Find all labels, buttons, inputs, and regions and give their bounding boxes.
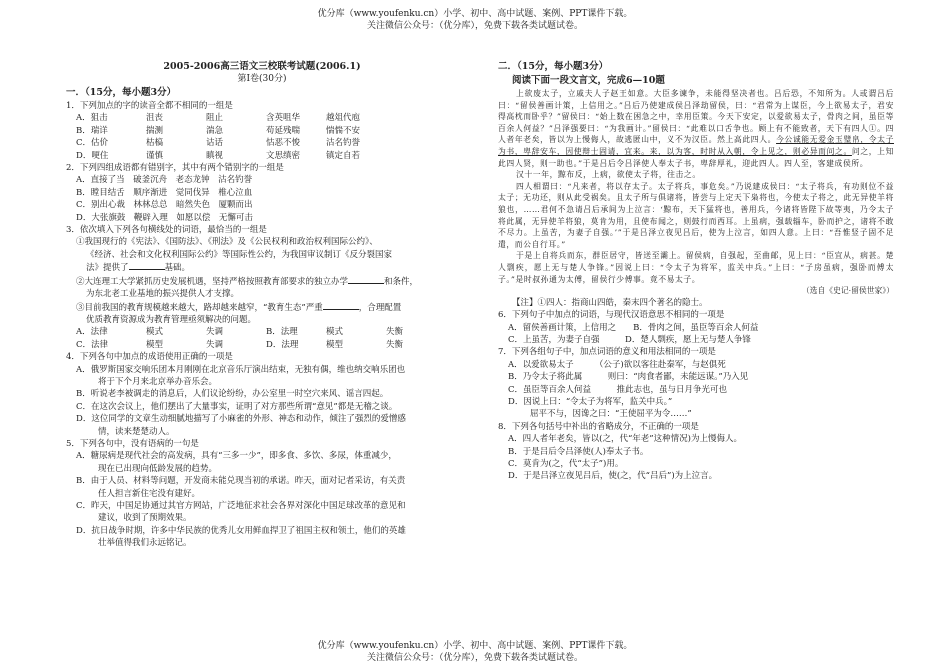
question-1-option-c: C．估价 枯槁 诂话 怙恶不悛 沽名钓誉 bbox=[76, 138, 361, 149]
question-7-option-d: D．因说上曰：“令太子为将军，监关中兵。” bbox=[508, 396, 673, 407]
question-3-options-ab: A．法律 模式 失调 B．法理 模式 失衡 bbox=[76, 327, 404, 338]
passage-paragraph-3: 四人相谓曰：“凡来者，将以存太子。太子将兵，事危矣。”乃说建成侯曰：“太子将兵，有功则位不益太子；无功还，则从此受祸矣。且太子所与俱诸将，皆尝与上定天下枭将也，今使太子将之，此无异使羊将狼也，……君何不急请吕后承间为上泣言：‘黥布，天下猛将也，善用兵，今诸将皆陛下故等夷，乃令太子将此属，无异使羊将狼，莫肯为用，且使布闻之，则鼓行而西耳。上虽病，强载辎车，卧而护之，诸将不敢不尽力。上虽苦，为妻子自强。’”于是吕泽立夜见吕后，使为上泣言，如四人意。上曰：“吾惟竖子固不足遣，而公自行耳。” bbox=[498, 181, 894, 249]
blank-1 bbox=[129, 261, 165, 270]
question-3: 3．依次填入下列各句横线处的词语，最恰当的一组是 ①我国现行的《宪法》、《国防法》、《刑法》及《公民权利和政治权利国际公约》、 《经济、社会和文化权利国际公约》等国际性公约，为我国审议制订《反分裂国家 法》提供了 基础。 ②大连理工大学紧抓历史发展机遇，坚持严格按照教育部要求的独立办学 和条件， 为东北老工业基地的振兴提供人才支撑。 ③目前我国的教育规模越来越大，路却越来越窄，“教育生态”严重 ，合理配置 优质教育资源成为教育管理亟须解决的问题。 A．法律 模式 失调 B．法理 模式 失衡 C．法律 模型 失调 D．法理 模型 失衡 bbox=[66, 224, 458, 351]
question-8 bbox=[498, 421, 894, 483]
page-header bbox=[0, 8, 950, 32]
question-3-sentence-1: ①我国现行的《宪法》、《国防法》、《刑法》及《公民权利和政治权利国际公约》、 bbox=[76, 237, 378, 248]
question-5-stem: 5．下列各句中，没有语病的一句是 bbox=[66, 438, 199, 449]
question-1 bbox=[66, 100, 458, 162]
section-one-heading: 一．（15分，每小题3分） bbox=[66, 87, 177, 98]
volume-label: 第Ⅰ卷(30分) bbox=[237, 74, 287, 84]
question-2-stem: 2．下列四组成语都有错别字，其中有两个错别字的一组是 bbox=[66, 163, 284, 174]
question-4-option-b: B．听说老李被调走的消息后，人们议论纷纷，办公室里一时空穴来风、谣言四起。 bbox=[76, 389, 389, 400]
question-4-option-c: C．在这次会议上，他们摆出了大量事实，证明了对方那些所谓“意见”都是无稽之谈。 bbox=[76, 401, 398, 412]
question-4-option-a: A．俄罗斯国家交响乐团本月刚刚在北京音乐厅演出结束，无独有偶，维也纳交响乐团也 bbox=[76, 364, 406, 375]
question-8-option-b: B．于是吕后令吕泽使(人)奉太子书。 bbox=[508, 446, 649, 457]
question-3-stem: 3．依次填入下列各句横线处的词语，最恰当的一组是 bbox=[66, 225, 267, 236]
question-5-option-b: B．由于人员、材料等问题，开发商未能兑现当初的承诺。昨天，面对记者采访，有关责 bbox=[76, 476, 406, 487]
question-4: 4．下列各句中加点的成语使用正确的一项是 A．俄罗斯国家交响乐团本月刚刚在北京音乐厅演出结束，无独有偶，维也纳交响乐团也 将于下个月来北京举办音乐会。 B．听说老李被调走的消息后，人们议论纷纷，办公室里一时空穴来风、谣言四起。 C．在这次会议上，他们摆出了大量事实，证明了对方那些所谓“意见”都是无稽之谈。 D．这位同学的文章生动细腻地描写了小麻雀的外形、神态和动作，倾注了强烈的爱憎感 情，读来楚楚动人。 bbox=[66, 351, 458, 438]
question-1-option-b: B．瑞详 揣测 湍急 苟延残喘 惴惴不安 bbox=[76, 125, 361, 136]
question-3-options-cd: C．法律 模型 失调 D．法理 模型 失衡 bbox=[76, 339, 404, 350]
footer-line-1: 优分库（www.youfenku.cn）小学、初中、高中试题、案例、PPT课件下载。 bbox=[317, 641, 633, 651]
question-8-option-d: D．于是吕泽立夜见吕后，使(之，代“吕后”)为上泣言。 bbox=[508, 471, 718, 482]
question-5-option-d: D．抗日战争时期，许多中华民族的优秀儿女用鲜血捍卫了祖国主权和领土，他们的英雄 bbox=[76, 525, 406, 536]
classical-passage bbox=[498, 88, 894, 297]
question-7: 7．下列各组句子中，加点词语的意义和用法相同的一项是 A．以爱欲易太子 （公子)欲以客往赴秦军，与赵俱死 B．乃令太子将此属 则曰：“肉食者鄙，未能远谋。”乃入见 C．虽臣等百余人何益 推此志也，虽与日月争光可也 D．因说上曰：“令太子为将军，监关中兵。” 屈平不与，因谗之曰：“王使屈平为令……” bbox=[498, 346, 894, 420]
question-2-option-b: B．瞠目结舌 顺序渐进 觉同伐异 椎心泣血 bbox=[76, 187, 253, 198]
header-line-2: 关注微信公众号：（优分库），免费下载各类试题试卷。 bbox=[366, 21, 583, 31]
right-column bbox=[498, 60, 894, 483]
question-8-option-a: A．四人者年老矣，皆以(之，代“年老”这种情况)为上慢侮人。 bbox=[508, 434, 742, 445]
question-2-option-d: D．大张旗鼓 鞭辟入理 如愿以偿 无懈可击 bbox=[76, 212, 253, 223]
underlined-sentence: 今公诚能无爱金玉璧帛，令太子为书，卑辞安车，因使辩士固请，宜来。来，以为客，时时从入朝，令上见之，则必异而问之。 bbox=[498, 135, 894, 156]
question-3-sentence-3: ③目前我国的教育规模越来越大，路却越来越窄，“教育生态”严重 ，合理配置 bbox=[76, 302, 402, 313]
question-1-option-a: A．狙击 沮丧 阻止 含英咀华 越俎代庖 bbox=[76, 113, 361, 124]
question-8-option-c: C．莫肯为(之，代“太子”)用。 bbox=[508, 458, 624, 469]
question-2-option-c: C．别出心裁 林林总总 暗然失色 厦颗而出 bbox=[76, 200, 253, 211]
question-5-option-a: A．糖尿病是现代社会的高发病，具有“三多一少”，即多食、多饮、多尿，体重减少， bbox=[76, 451, 397, 462]
question-2-option-a: A．直接了当 破釜沉舟 老态龙钟 沽名钓誉 bbox=[76, 175, 253, 186]
passage-note: 【注】①四人：指商山四皓，秦末四个著名的隐士。 bbox=[512, 297, 708, 308]
question-6-options-ab: A．留侯善画计策，上信用之 B．骨肉之间，虽臣等百余人何益 bbox=[508, 322, 759, 333]
blank-3 bbox=[323, 301, 359, 310]
left-column bbox=[66, 60, 458, 550]
exam-title: 2005-2006高三语文三校联考试题(2006.1) bbox=[163, 61, 361, 72]
footer-line-2: 关注微信公众号：（优分库），免费下载各类试题试卷。 bbox=[366, 653, 583, 663]
blank-2 bbox=[348, 275, 384, 284]
question-7-option-c: C．虽臣等百余人何益 推此志也，虽与日月争光可也 bbox=[508, 384, 728, 395]
question-6 bbox=[498, 309, 894, 346]
passage-paragraph-2: 汉十一年，黥布反，上病，欲使太子将，往击之。 bbox=[516, 170, 701, 180]
passage-paragraph-1: 上欲废太子，立戚夫人子赵王如意。大臣多谏争，未能得坚决者也。吕后恐，不知所为。人或谓吕后曰：“留侯善画计策，上信用之。”吕后乃使建成侯吕泽劫留侯，曰：“君常为上谋臣，今上欲易太子，君安得高枕而卧乎？”留侯曰：“始上数在困急之中，幸用臣策。今天下安定，以爱欲易太子，骨肉之间，虽臣等百余人何益？”吕泽强要曰：“为我画计。”留侯曰：“此难以口舌争也。顾上有不能致者，天下有四人①。四人者年老矣，皆以为上慢侮人，故逃匿山中，义不为汉臣。然上高此四人。今公诚能无爱金玉璧帛，令太子为书，卑辞安车，因使辩士固请，宜来。来，以为客，时时从入朝，令上见之，则必异而问之。问之，上知此四人贤，则一助也。”于是吕后令吕泽使人奉太子书，卑辞厚礼，迎此四人。四人至，客建成侯所。 bbox=[498, 89, 894, 168]
question-6-options-cd: C．上虽苦，为妻子自强 D．楚人剽疾，愿上无与楚人争锋 bbox=[508, 334, 751, 345]
question-7-option-a: A．以爱欲易太子 （公子)欲以客往赴秦军，与赵俱死 bbox=[508, 359, 726, 370]
passage-paragraph-4: 于是上自将兵而东，群臣居守，皆送至灞上。留侯病，自强起，至曲邮，见上曰：“臣宜从，病甚。楚人剽疾，愿上无与楚人争锋。”因说上曰：“令太子为将军，监关中兵。”上曰：“子房虽病，强卧而傅太子。”是时叔孙通为太傅，留侯行少傅事。竟不易太子。 bbox=[498, 251, 894, 284]
question-5-option-c: C．昨天，中国足协通过其官方网站，广泛地征求社会各界对深化中国足球改革的意见和 bbox=[76, 501, 406, 511]
question-1-stem: 1．下列加点的字的读音全都不相同的一组是 bbox=[66, 101, 233, 111]
question-3-sentence-2: ②大连理工大学紧抓历史发展机遇，坚持严格按照教育部要求的独立办学 和条件， bbox=[76, 276, 419, 287]
question-7-stem: 7．下列各组句子中，加点词语的意义和用法相同的一项是 bbox=[498, 347, 716, 358]
section-two-heading: 二．（15分，每小题3分） bbox=[498, 61, 609, 72]
header-line-1: 优分库（www.youfenku.cn）小学、初中、高中试题、案例、PPT课件下载。 bbox=[317, 9, 633, 19]
question-2 bbox=[66, 162, 458, 224]
page-footer bbox=[0, 640, 950, 664]
question-6-stem: 6．下列句子中加点的词语，与现代汉语意思不相同的一项是 bbox=[498, 310, 725, 321]
reading-intro: 阅读下面一段文言文，完成6—10题 bbox=[512, 75, 665, 86]
question-4-stem: 4．下列各句中加点的成语使用正确的一项是 bbox=[66, 352, 233, 363]
question-1-option-d: D．哽住 谨慎 瞋视 文思缜密 镇定自若 bbox=[76, 150, 361, 161]
passage-source: （选自《史记·留侯世家》） bbox=[801, 286, 894, 296]
question-8-stem: 8．下列各句括号中补出的省略成分，不正确的一项是 bbox=[498, 421, 699, 432]
question-7-option-b: B．乃令太子将此属 则曰：“肉食者鄙，未能远谋。”乃入见 bbox=[508, 372, 749, 383]
question-5: 5．下列各句中，没有语病的一句是 A．糖尿病是现代社会的高发病，具有“三多一少”，即多食、多饮、多尿，体重减少， 现在已出现向低龄发展的趋势。 B．由于人员、材料等问题，开发商未能兑现当初的承诺。昨天，面对记者采访，有关责 任人担言新住宅没有建好。 C．昨天，中国足协通过其官方网站，广泛地征求社会各界对深化中国足球改革的意见和 建议，收到了预期效果。 D．抗日战争时期，许多中华民族的优秀儿女用鲜血捍卫了祖国主权和领土，他们的英雄 壮举值得我们永远铭记。 bbox=[66, 438, 458, 550]
question-4-option-d: D．这位同学的文章生动细腻地描写了小麻雀的外形、神态和动作，倾注了强烈的爱憎感 bbox=[76, 414, 406, 425]
